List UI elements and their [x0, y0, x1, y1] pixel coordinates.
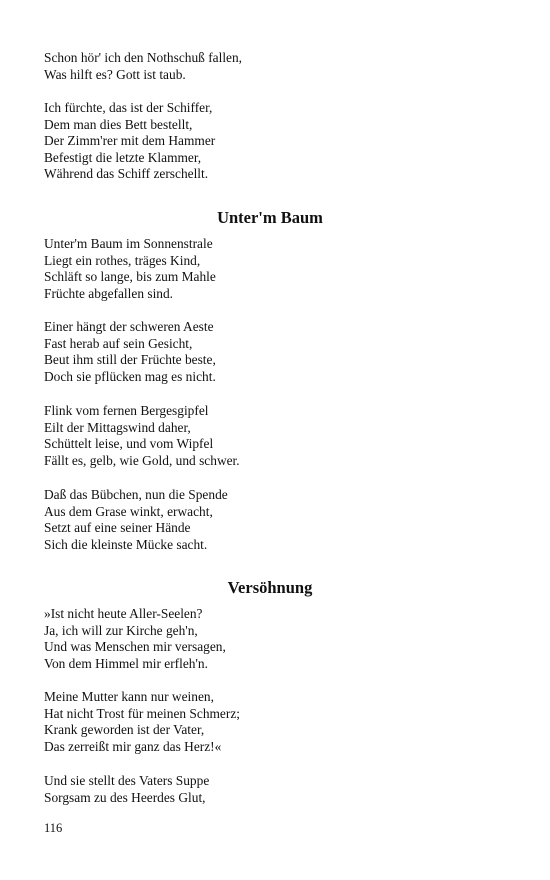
- verse-line: Unter'm Baum im Sonnenstrale: [44, 236, 213, 251]
- stanza: [44, 606, 514, 672]
- verse-line: Von dem Himmel mir erfleh'n.: [44, 655, 208, 671]
- stanza: [44, 773, 514, 806]
- verse-line: Früchte abgefallen sind.: [44, 285, 174, 301]
- verse-line: »Ist nicht heute Aller-Seelen?: [44, 606, 203, 621]
- stanza: [44, 487, 514, 553]
- stanza: [44, 689, 514, 755]
- verse-line: Flink vom fernen Bergesgipfel: [44, 403, 209, 418]
- verse-line: Schüttelt leise, und vom Wipfel: [44, 436, 214, 452]
- verse-line: Und was Menschen mir versagen,: [44, 639, 226, 655]
- verse-line: Ja, ich will zur Kirche geh'n,: [44, 622, 198, 638]
- verse-line: Befestigt die letzte Klammer,: [44, 149, 202, 165]
- verse-line: Aus dem Grase winkt, erwacht,: [44, 503, 213, 519]
- poem-title: Unter'm Baum: [217, 208, 323, 227]
- verse-line: Beut ihm still der Früchte beste,: [44, 352, 216, 368]
- verse-line: Daß das Bübchen, nun die Spende: [44, 487, 228, 502]
- verse-line: Liegt ein rothes, träges Kind,: [44, 252, 201, 268]
- verse-line: Dem man dies Bett bestellt,: [44, 116, 193, 132]
- verse-line: Meine Mutter kann nur weinen,: [44, 689, 214, 704]
- verse-line: Was hilft es? Gott ist taub.: [44, 66, 186, 82]
- verse-line: Krank geworden ist der Vater,: [44, 722, 205, 738]
- verse-line: Das zerreißt mir ganz das Herz!«: [44, 738, 222, 754]
- verse-line: Sorgsam zu des Heerdes Glut,: [44, 789, 206, 805]
- stanza: [44, 319, 514, 385]
- verse-line: Doch sie pflücken mag es nicht.: [44, 368, 216, 384]
- verse-line: Sich die kleinste Mücke sacht.: [44, 536, 208, 552]
- verse-line: Ich fürchte, das ist der Schiffer,: [44, 100, 213, 115]
- stanza: [44, 100, 514, 183]
- verse-line: Hat nicht Trost für meinen Schmerz;: [44, 705, 240, 721]
- stanza: [44, 236, 514, 302]
- verse-line: Fällt es, gelb, wie Gold, und schwer.: [44, 452, 240, 468]
- page-number: 116: [44, 821, 63, 835]
- stanza: [44, 403, 514, 469]
- verse-line: Fast herab auf sein Gesicht,: [44, 335, 193, 351]
- verse-line: Während das Schiff zerschellt.: [44, 166, 209, 182]
- verse-line: Setzt auf eine seiner Hände: [44, 520, 191, 536]
- stanza: [44, 50, 514, 83]
- poem-title: Versöhnung: [227, 578, 313, 597]
- verse-line: Und sie stellt des Vaters Suppe: [44, 773, 210, 788]
- verse-line: Der Zimm'rer mit dem Hammer: [44, 133, 216, 149]
- verse-line: Einer hängt der schweren Aeste: [44, 319, 214, 334]
- verse-line: Schon hör' ich den Nothschuß fallen,: [44, 50, 243, 65]
- verse-line: Eilt der Mittagswind daher,: [44, 419, 191, 435]
- verse-line: Schläft so lange, bis zum Mahle: [44, 269, 216, 285]
